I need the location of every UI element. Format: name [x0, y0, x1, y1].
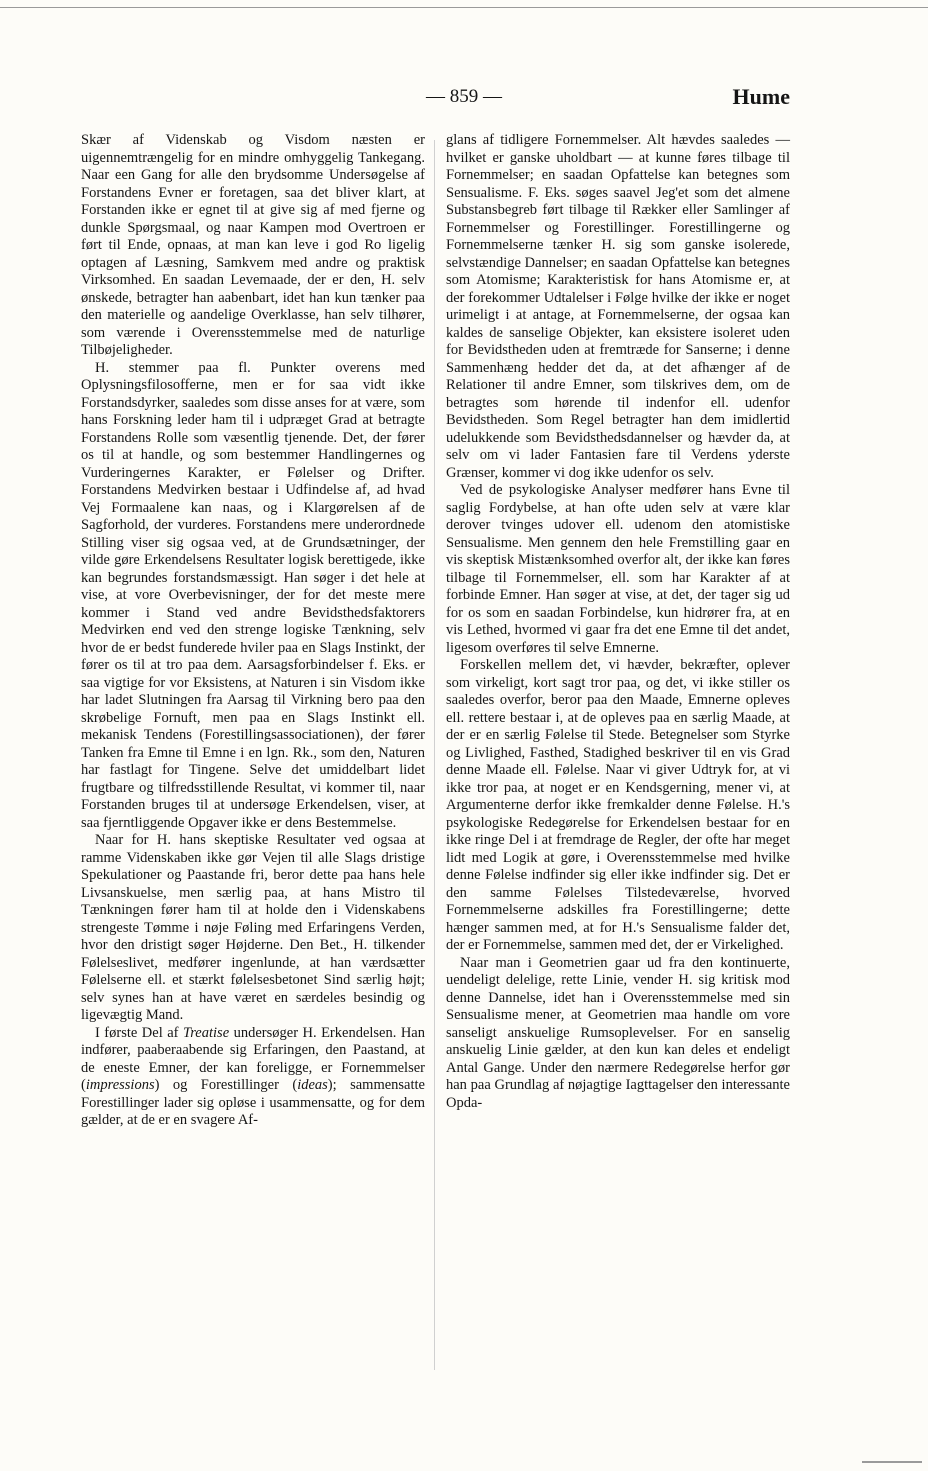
- paragraph: Naar man i Geometrien gaar ud fra den kontinuerte, uendeligt delelige, rette Linie, vender H. sig kritisk mod denne Dannelse, idet han i Overensstemmelse med sin Sensualisme mener, at Geometrien maa handle om vore sanseligt anskuelige Rumsoplevelser. For en sanselig anskuelig Linie gælder, at den kun kan deles et endeligt Antal Gange. Under den nærmere Redegørelse herfor gør han paa Grundlag af nøjagtige Iagttagelser den interessante Opda-: [446, 954, 790, 1111]
- right-column: [446, 132, 790, 1112]
- italic-term-impressions: impressions: [85, 1077, 155, 1093]
- paragraph: glans af tidligere Fornemmelser. Alt hævdes saaledes — hvilket er ganske uholdbart — at kunne føres tilbage til Fornemmelser; en saadan Opfattelse kan betegnes som Sensualisme. F. Eks. søges saavel Jeg'et som det almene Substansbegreb ført tilbage til Rækker eller Samlinger af Fornemmelser og Forestillinger. Forestillingerne og Fornemmelserne tænker H. sig som ganske isolerede, selvstændige Dannelser; en saadan Opfattelse kan betegnes som Atomisme; Karakteristisk for hans Atomisme er, at der forekommer Udtalelser i Følge hvilke der ikke er noget urimeligt i at antage, at Fornemmelserne, der ogsaa kan kaldes de sanselige Objekter, kan eksistere isoleret uden for Bevidstheden uden at fremtræde for Sanserne; i denne Sammenhæng hedder det da, at det afhænger af de Relationer til andre Emner, som tilskrives dem, om de betragtes som hørende til indenfor ell. udenfor Bevidstheden. Som Regel betragter han dem imidlertid udelukkende som Bevidsthedsdannelser og hævder da, at selv om vi lader Fantasien fare til Verdens yderste Grænser, kommer vi dog ikke udenfor os selv.: [446, 132, 790, 481]
- scan-artifact: [862, 1461, 922, 1463]
- text-run: ) og Forestillinger (: [154, 1077, 298, 1093]
- text-run: undersøger H. Erkendelsen. Han indfører, paaberaabende sig Erfaringen, den Paastand, at de eneste Emner, der kan foreligge, er Fornemmelser (: [81, 1024, 425, 1093]
- column-divider: [434, 140, 435, 1370]
- paragraph: [81, 1025, 425, 1130]
- paragraph: Skær af Videnskab og Visdom næsten er uigennemtrængelig for en mindre omhyggelig Tankegang. Naar een Gang for alle den brydsomme Undersøgelse af Forstandens Evner er foretagen, saa det bliver klart, at Forstanden ikke er egnet til at give sig af med fjerne og dunkle Spørgsmaal, og naar Kampen mod Overtroen er ført til Ende, opnaas, at man kan leve i god Ro ligelig optagen af Læsning, Samkvem med andre og praktisk Virksomhed. En saadan Levemaade, der er den, H. selv ønskede, betragter han aabenbart, idet han kun tænker paa den materielle og aandelige Overklasse, han selv tilhører, som værende i Overensstemmelse med de naturlige Tilbøjeligheder.: [81, 132, 425, 358]
- page-number: — 859 —: [426, 86, 502, 107]
- left-column: [81, 132, 425, 1130]
- italic-term-ideas: ideas: [297, 1077, 328, 1093]
- text-run: I første Del af: [95, 1024, 183, 1041]
- running-head: Hume: [732, 84, 790, 109]
- text-run: ); sammensatte Forestillinger lader sig opløse i usammensatte, og for dem gælder, at de er en svagere Af-: [81, 1077, 425, 1128]
- top-border-rule: [0, 7, 928, 8]
- paragraph: Ved de psykologiske Analyser medfører hans Evne til saglig Fordybelse, at han ofte uden selv at være klar derover tvinges udover ell. udenom den atomistiske Sensualisme. Men gennem den hele Fremstilling gaar en vis skeptisk Mistænksomhed overfor alt, der ikke kan føres tilbage til Fornemmelser, ell. som har Karakter af at forbinde Emner. Han søger at vise, at det, der tager sig ud for os som en saadan Forbindelse, kun hidrører fra, at en vis Lethed, hvormed vi gaar fra det ene Emne til det andet, ligesom overføres til selve Emnerne.: [446, 482, 790, 656]
- paragraph: Forskellen mellem det, vi hævder, bekræfter, oplever som virkeligt, kort sagt tror paa, og det, vi ikke stiller os saaledes overfor, beror paa den Maade, Emnerne opleves ell. rettere bestaar i, at de opleves paa en særlig Maade, at der er en særlig Følelse til Stede. Betegnelser som Styrke og Livlighed, Fasthed, Stadighed beskriver til en vis Grad denne Maade ell. Følelse. Naar vi giver Udtryk for, at vi ikke tror paa, at noget er en Kendsgerning, mener vi, at Argumenterne derfor ikke fremkalder denne Følelse. H.'s psykologiske Redegørelse for Erkendelsen bestaar for en ikke ringe Del i at fremdrage de Regler, der ofte har meget lidt med Logik at gøre, i Overensstemmelse med hvilke denne Følelse indfinder sig eller ikke indfinder sig. Det er den samme Følelses Tilstedeværelse, hvorved Fornemmelserne adskilles fra Forestillingerne; dette hænger sammen med, at for H.'s Sensualisme falder det, der er Fornemmelse, sammen med det, der er Virkelighed.: [446, 657, 790, 953]
- paragraph: H. stemmer paa fl. Punkter overens med Oplysningsfilosofferne, men er for saa vidt ikke Forstandsdyrker, saaledes som disse anses for at være, som hans Forskning leder ham til i udpræget Grad at betragte Forstandens Rolle som væsentlig tjenende. Det, der fører os til at handle, og som bestemmer Handlingernes og Vurderingernes Karakter, er Følelser og Drifter. Forstandens Medvirken bestaar i Udfindelse af, ad hvad Vej Formaalene kan naas, og i Klargørelsen af de Sagforhold, der vurderes. Forstandens mere underordnede Stilling viser sig ogsaa ved, at de Grundsætninger, der vilde gøre Erkendelsens Resultater logisk berettigede, ikke kan begrundes forstandsmæssigt. Han søger i det hele at vise, at vore Overbevisninger, der for det meste mere kommer i Stand ved andre Bevidsthedsfaktorers Medvirken end ved den strenge logiske Tænkning, selv hvor de er bedst funderede hviler paa en Slags Instinkt, der fører os til at tro paa dem. Aarsagsforbindelser f. Eks. er saa vigtige for vor Eksistens, at Naturen i sin Visdom ikke har ladet Slutningen fra Aarsag til Virkning bero paa den skrøbelige Fornuft, men paa en Slags Instinkt ell. mekanisk Tendens (Forestillingsassociationen), der fører Tanken fra Emne til Emne i en lgn. Rk., som den, Naturen har fastlagt for Tingene. Selve det umiddelbart lidet frugtbare og tilfredsstillende Resultat, vi kommer til, naar Forstanden bruges til at undersøge Erkendelsen, viser, at saa fjerntliggende Opgaver ikke er dens Bestemmelse.: [81, 359, 425, 831]
- italic-title-treatise: Treatise: [182, 1024, 230, 1041]
- paragraph: Naar for H. hans skeptiske Resultater ved ogsaa at ramme Videnskaben ikke gør Vejen til alle Slags dristige Spekulationer og Paastande fri, beror dette paa hans hele Livsanskuelse, men særlig paa, at hans Mistro til Tænkningen fører ham til at holde den i Videnskabens strengeste Tømme i nøje Føling med Erfaringens Verden, hvor den dristigt søger Højderne. Den Bet., H. tilkender Følelseslivet, medfører ingenlunde, at han værdsætter Følelserne ell. et stærkt følelsesbetonet Sind særlig højt; selv synes han at have været en særdeles besindig og ligevægtig Mand.: [81, 832, 425, 1023]
